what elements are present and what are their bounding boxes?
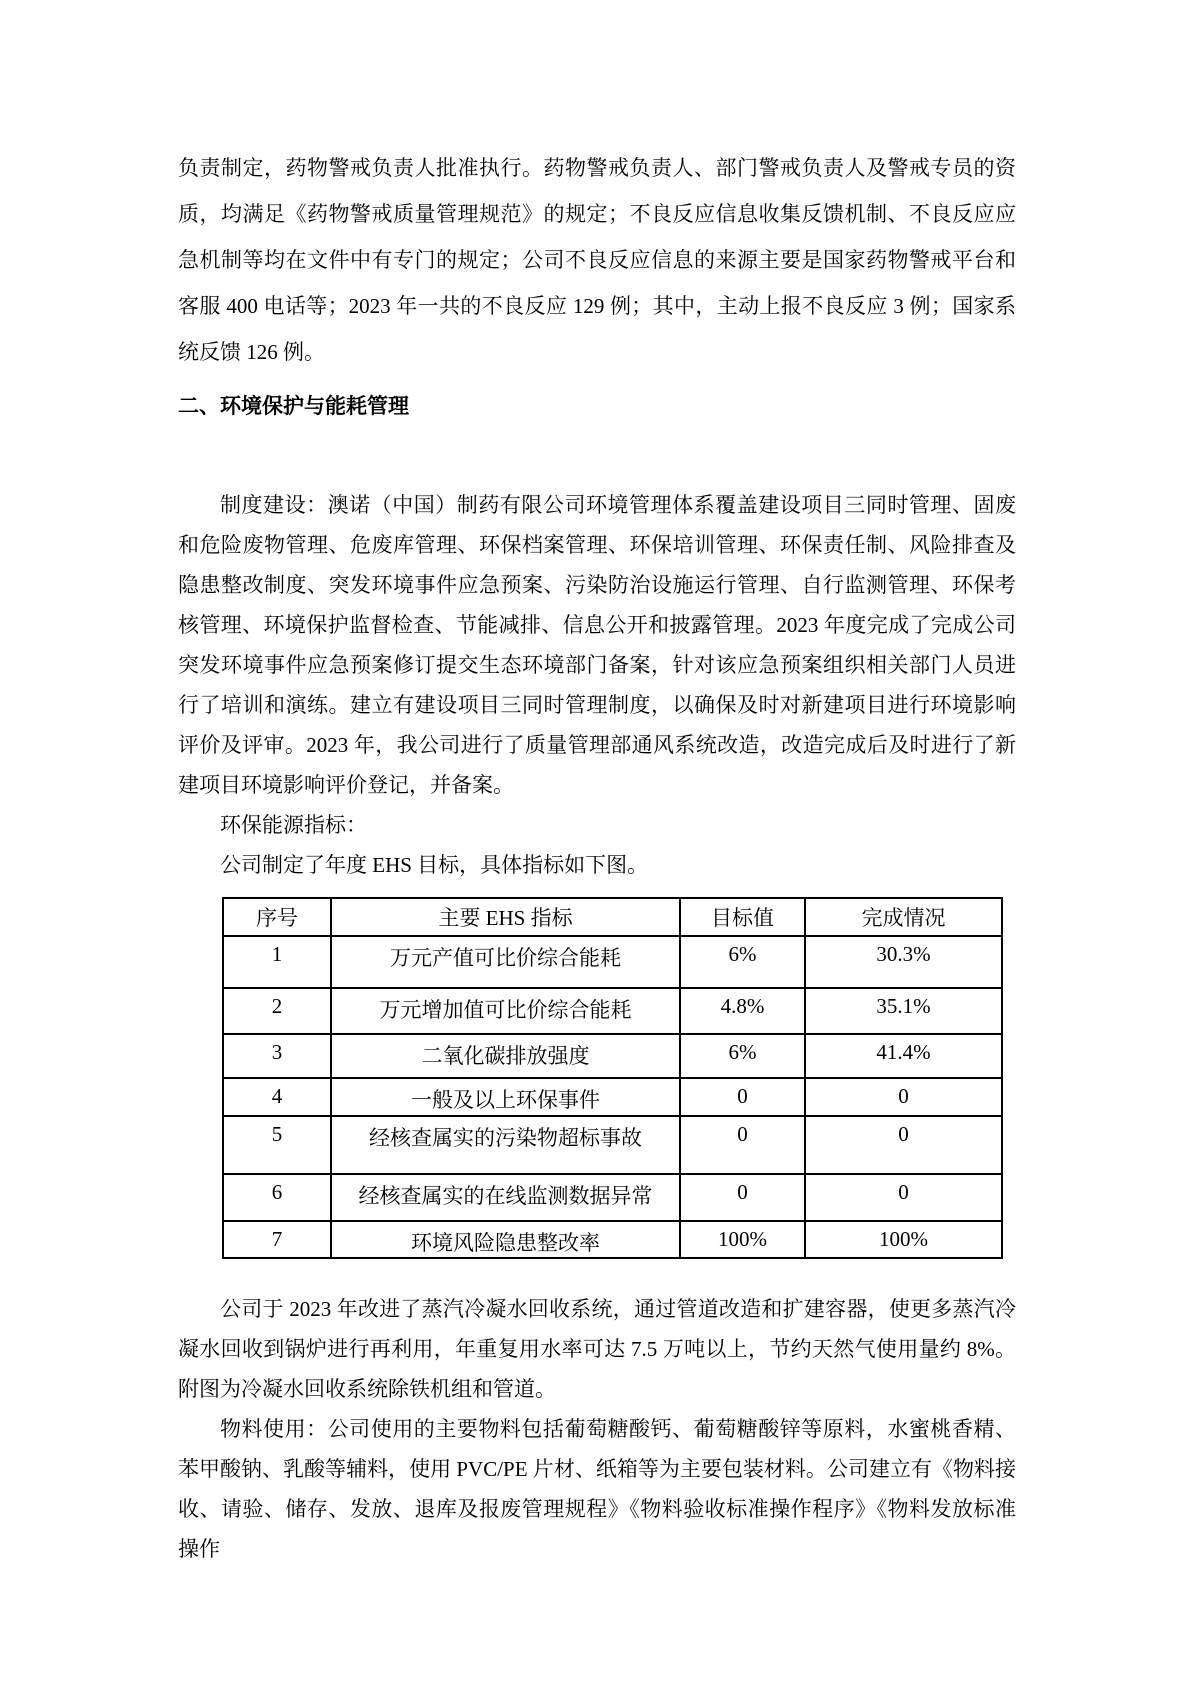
table-cell: 100%: [805, 1221, 1002, 1258]
table-cell: 6: [223, 1174, 331, 1221]
indicator-label-line: 环保能源指标：: [220, 813, 367, 837]
table-cell: 经核查属实的污染物超标事故: [331, 1116, 680, 1174]
table-header-row: [223, 898, 1002, 936]
table-row: [223, 1116, 1002, 1174]
table-cell: 0: [805, 1078, 1002, 1116]
table-row: [223, 936, 1002, 988]
table-cell: 0: [680, 1174, 805, 1221]
paragraph-steam-condensate: 公司于 2023 年改进了蒸汽冷凝水回收系统，通过管道改造和扩建容器，使更多蒸汽冷凝水回收到锅炉进行再利用，年重复用水率可达 7.5 万吨以上，节约天然气使用量约 8%。附图为冷凝水回收系统除铁机组和管道。: [178, 1297, 1016, 1401]
table-cell: 35.1%: [805, 988, 1002, 1034]
paragraph-environment-system: 制度建设：澳诺（中国）制药有限公司环境管理体系覆盖建设项目三同时管理、固废和危险废物管理、危废库管理、环保档案管理、环保培训管理、环保责任制、风险排查及隐患整改制度、突发环境事件应急预案、污染防治设施运行管理、自行监测管理、环保考核管理、环境保护监督检查、节能减排、信息公开和披露管理。2023 年度完成了完成公司突发环境事件应急预案修订提交生态环境部门备案，针对该应急预案组织相关部门人员进行了培训和演练。建立有建设项目三同时管理制度，以确保及时对新建项目进行环境影响评价及评审。2023 年，我公司进行了质量管理部通风系统改造，改造完成后及时进行了新建项目环境影响评价登记，并备案。: [178, 493, 1016, 797]
table-row: [223, 988, 1002, 1034]
table-cell: 经核查属实的在线监测数据异常: [331, 1174, 680, 1221]
paragraph-materials: 物料使用：公司使用的主要物料包括葡萄糖酸钙、葡萄糖酸锌等原料，水蜜桃香精、苯甲酸钠、乳酸等辅料，使用 PVC/PE 片材、纸箱等为主要包装材料。公司建立有《物料接收、请验、储存、发放、退库及报废管理规程》《物料验收标准操作程序》《物料发放标准操作: [178, 1417, 1016, 1561]
table-cell: 0: [805, 1174, 1002, 1221]
section-heading: 二、环境保护与能耗管理: [178, 394, 409, 418]
table-row: [223, 1174, 1002, 1221]
table-cell: 30.3%: [805, 936, 1002, 988]
table-cell: 5: [223, 1116, 331, 1174]
table-cell: 6%: [680, 1034, 805, 1078]
table-cell: 7: [223, 1221, 331, 1258]
table-cell: 万元增加值可比价综合能耗: [331, 988, 680, 1034]
table-cell: 6%: [680, 936, 805, 988]
ehs-indicators-table: [222, 897, 1003, 1259]
table-row: [223, 1034, 1002, 1078]
table-cell: 1: [223, 936, 331, 988]
table-header-cell: 序号: [223, 898, 331, 936]
table-intro-line: 公司制定了年度 EHS 目标，具体指标如下图。: [220, 853, 649, 877]
table-cell: 100%: [680, 1221, 805, 1258]
table-cell: 3: [223, 1034, 331, 1078]
table-header-cell: 主要 EHS 指标: [331, 898, 680, 936]
table-cell: 一般及以上环保事件: [331, 1078, 680, 1116]
paragraph-pharmacovigilance-continuation: 负责制定，药物警戒负责人批准执行。药物警戒负责人、部门警戒负责人及警戒专员的资质，均满足《药物警戒质量管理规范》的规定；不良反应信息收集反馈机制、不良反应应急机制等均在文件中有专门的规定；公司不良反应信息的来源主要是国家药物警戒平台和客服 400 电话等；2023 年一共的不良反应 129 例；其中，主动上报不良反应 3 例；国家系统反馈 126 例。: [178, 156, 1016, 364]
table-row: [223, 1078, 1002, 1116]
table-header-cell: 目标值: [680, 898, 805, 936]
table-cell: 万元产值可比价综合能耗: [331, 936, 680, 988]
table-cell: 0: [680, 1116, 805, 1174]
table-cell: 4: [223, 1078, 331, 1116]
table-header-cell: 完成情况: [805, 898, 1002, 936]
table-cell: 2: [223, 988, 331, 1034]
table-cell: 二氧化碳排放强度: [331, 1034, 680, 1078]
table-cell: 41.4%: [805, 1034, 1002, 1078]
table-cell: 0: [680, 1078, 805, 1116]
table-cell: 4.8%: [680, 988, 805, 1034]
table-row: [223, 1221, 1002, 1258]
table-cell: 0: [805, 1116, 1002, 1174]
table-cell: 环境风险隐患整改率: [331, 1221, 680, 1258]
